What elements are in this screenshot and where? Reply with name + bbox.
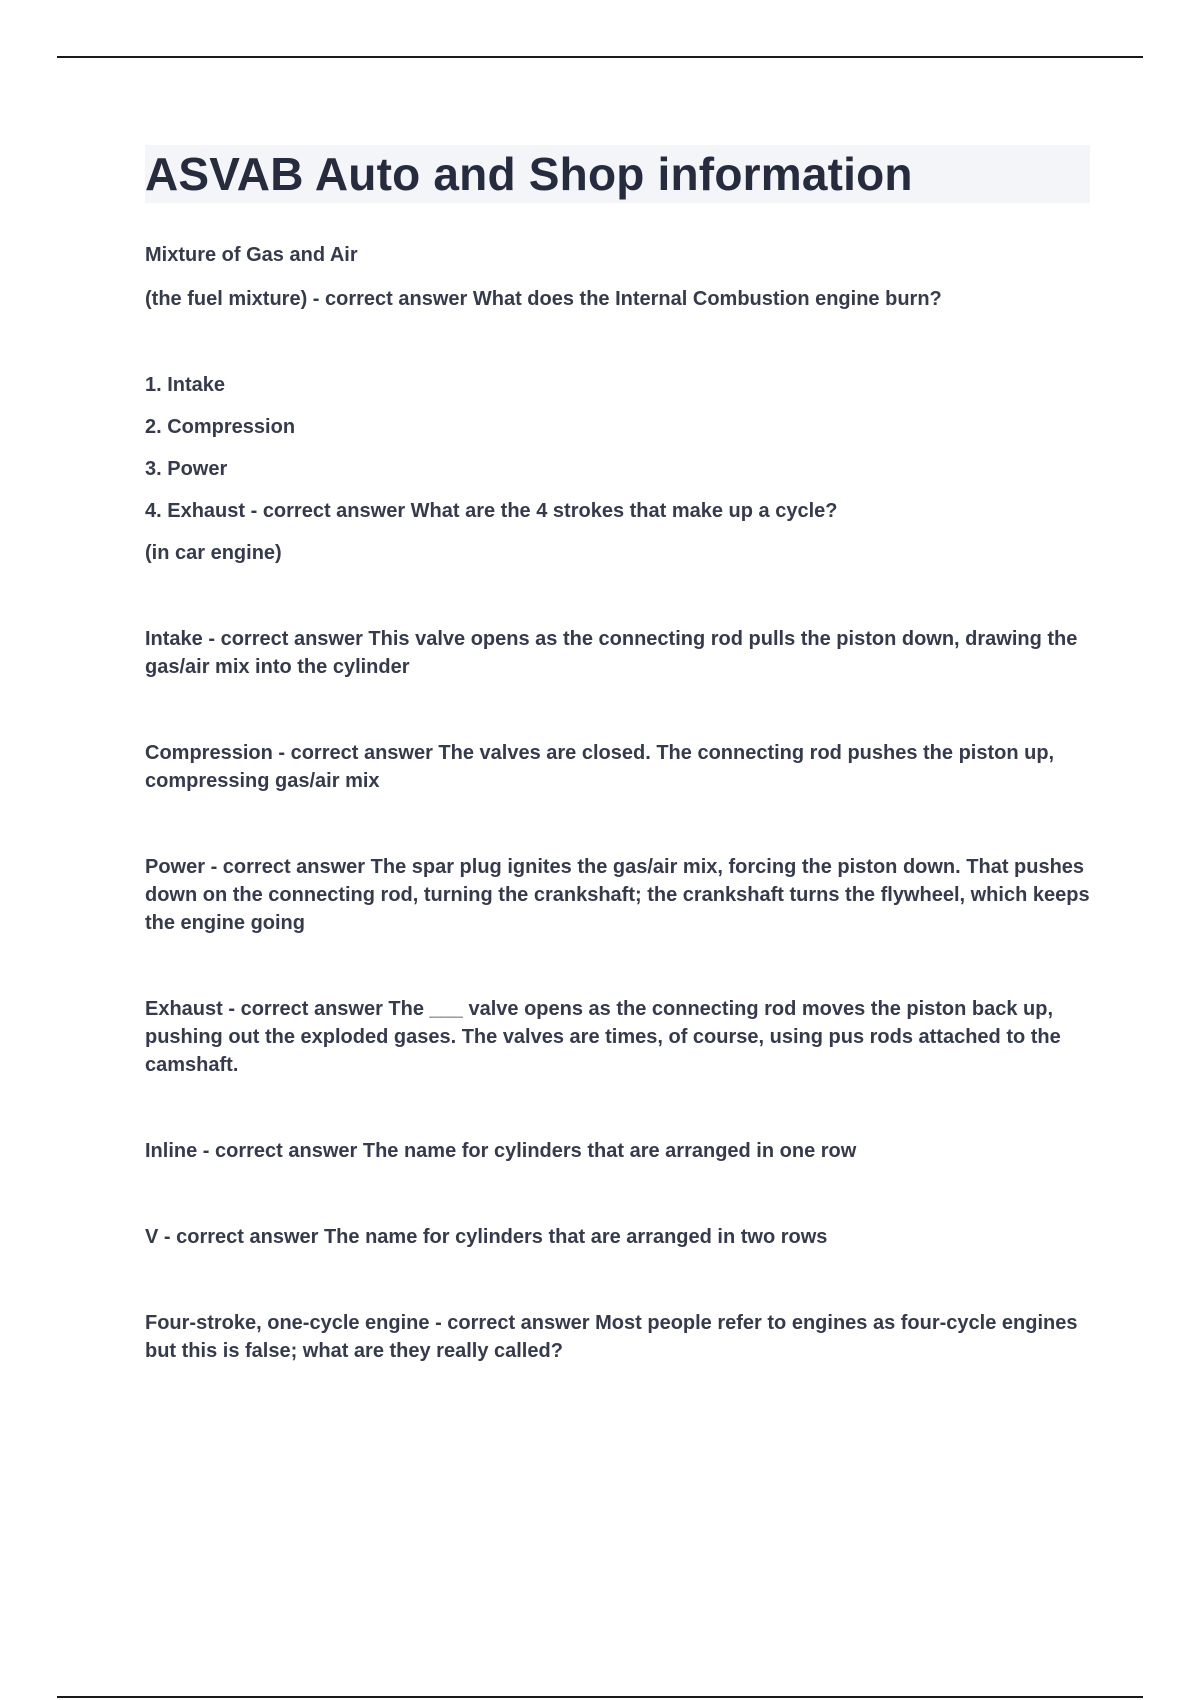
bottom-rule xyxy=(57,1696,1143,1698)
list-item-compression: 2. Compression xyxy=(145,416,296,438)
card-question-line: (the fuel mixture) - correct answer What does the Internal Combustion engine burn? xyxy=(145,288,942,310)
card-four-stroke-engine: Four-stroke, one-cycle engine - correct answer Most people refer to engines as four-cycle engines but this is false; what are they really called? xyxy=(145,1312,1084,1362)
top-rule xyxy=(57,56,1143,58)
card-exhaust: Exhaust - correct answer The ___ valve opens as the connecting rod moves the piston back up, pushing out the exploded gases. The valves are times, of course, using pus rods attached to the camshaft. xyxy=(145,998,1067,1076)
card-note-line: (in car engine) xyxy=(145,542,282,564)
card-answer-line: Mixture of Gas and Air xyxy=(145,244,358,266)
list-item-power: 3. Power xyxy=(145,458,228,480)
card-four-strokes xyxy=(145,371,1090,567)
card-compression: Compression - correct answer The valves are closed. The connecting rod pushes the piston up, compressing gas/air mix xyxy=(145,742,1060,792)
list-item-exhaust: 4. Exhaust - correct answer What are the 4 strokes that make up a cycle? xyxy=(145,500,838,522)
list-item-intake: 1. Intake xyxy=(145,374,226,396)
card-inline: Inline - correct answer The name for cylinders that are arranged in one row xyxy=(145,1140,857,1162)
document-body xyxy=(145,145,1096,1365)
card-v: V - correct answer The name for cylinders that are arranged in two rows xyxy=(145,1226,828,1248)
title-banner xyxy=(145,145,1090,203)
card-power: Power - correct answer The spar plug ignites the gas/air mix, forcing the piston down. That pushes down on the connecting rod, turning the crankshaft; the crankshaft turns the flywheel, which keeps the engine going xyxy=(145,856,1096,934)
document-title: ASVAB Auto and Shop information xyxy=(145,148,913,200)
card-fuel-mixture xyxy=(145,241,1090,313)
card-intake: Intake - correct answer This valve opens as the connecting rod pulls the piston down, drawing the gas/air mix into the cylinder xyxy=(145,628,1083,678)
